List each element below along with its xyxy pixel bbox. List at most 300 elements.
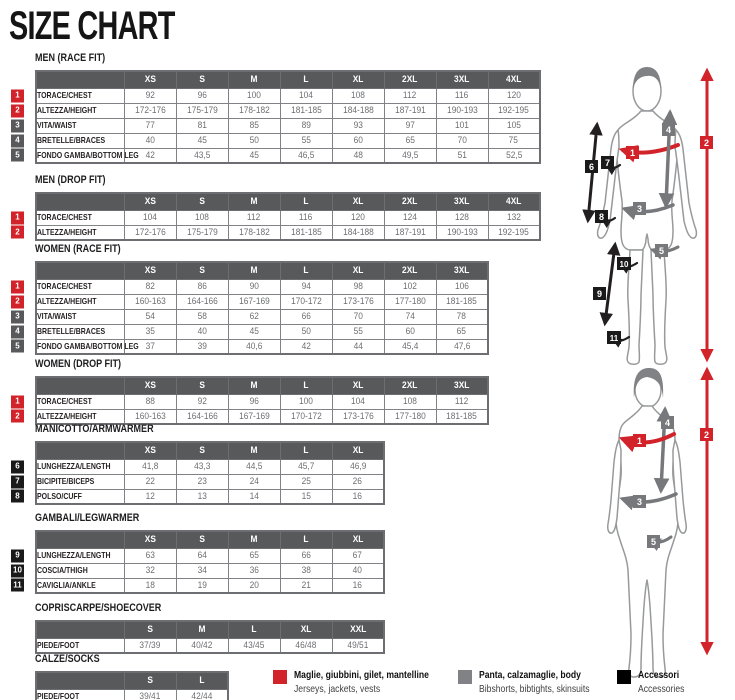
column-header-m: M: [228, 442, 280, 459]
size-value-cell: 32: [124, 563, 176, 578]
svg-text:6: 6: [588, 162, 595, 172]
row-number-badge: 1: [11, 211, 24, 224]
row-label: 11 CAVIGLIA/ANKLE: [36, 578, 124, 593]
size-value-cell: 124: [384, 210, 436, 225]
size-value-cell: 81: [176, 118, 228, 133]
size-value-cell: 170-172: [280, 294, 332, 309]
size-value-cell: 65: [436, 324, 488, 339]
svg-text:4: 4: [665, 125, 672, 135]
row-number-badge: 2: [11, 226, 24, 239]
table-row-vita-waist: [36, 118, 540, 133]
man-figure: [575, 55, 735, 375]
size-value-cell: 177-180: [384, 409, 436, 424]
section-calze-socks: [35, 654, 229, 700]
size-value-cell: 178-182: [228, 103, 280, 118]
legend-item-accessories: [617, 668, 695, 696]
size-value-cell: 13: [176, 489, 228, 504]
size-table-women-drop-fit: [15, 376, 489, 425]
column-header-xl: XL: [332, 71, 384, 88]
size-value-cell: 167-169: [228, 294, 280, 309]
size-value-cell: 36: [228, 563, 280, 578]
label-column-header: [36, 672, 124, 689]
size-value-cell: 187-191: [384, 103, 436, 118]
size-table-calze-socks: [35, 671, 229, 700]
svg-text:2: 2: [703, 430, 710, 440]
legend-swatch: [273, 670, 287, 684]
size-value-cell: 108: [176, 210, 228, 225]
size-value-cell: 178-182: [228, 225, 280, 240]
row-label: 1 TORACE/CHEST: [36, 210, 124, 225]
tables-column: [13, 52, 545, 700]
column-header-l: L: [280, 442, 332, 459]
table-row-bretelle-braces: [36, 324, 488, 339]
column-header-s: S: [176, 193, 228, 210]
section-copriscarpe-shoecover: [35, 603, 385, 654]
size-value-cell: 46,5: [280, 148, 332, 163]
size-value-cell: 100: [228, 88, 280, 103]
size-value-cell: 78: [436, 309, 488, 324]
size-value-cell: 116: [436, 88, 488, 103]
size-value-cell: 37/39: [124, 638, 176, 653]
size-value-cell: 93: [332, 118, 384, 133]
column-header-3xl: 3XL: [436, 193, 488, 210]
column-header-m: M: [228, 262, 280, 279]
size-value-cell: 100: [280, 394, 332, 409]
size-value-cell: 54: [124, 309, 176, 324]
column-header-s: S: [176, 442, 228, 459]
size-value-cell: 15: [280, 489, 332, 504]
size-value-cell: 104: [332, 394, 384, 409]
size-value-cell: 181-185: [280, 103, 332, 118]
size-value-cell: 16: [332, 489, 384, 504]
man-badge-4: [662, 123, 675, 136]
size-value-cell: 101: [436, 118, 488, 133]
size-value-cell: 45: [176, 133, 228, 148]
size-value-cell: 52,5: [488, 148, 540, 163]
label-column-header: [36, 193, 124, 210]
size-value-cell: 181-185: [436, 294, 488, 309]
column-header-2xl: 2XL: [384, 262, 436, 279]
size-table-gambali-legwarmer: [13, 530, 385, 594]
size-value-cell: 41,8: [124, 459, 176, 474]
column-header-s: S: [124, 621, 176, 638]
table-row-torace-chest: [36, 88, 540, 103]
column-header-l: L: [280, 531, 332, 548]
size-value-cell: 20: [228, 578, 280, 593]
svg-text:11: 11: [609, 334, 619, 343]
section-women-race-fit: [15, 243, 489, 355]
man-badge-10: [617, 257, 631, 270]
size-value-cell: 46,9: [332, 459, 384, 474]
svg-text:10: 10: [619, 260, 629, 269]
column-header-xl: XL: [332, 531, 384, 548]
column-header-xs: XS: [124, 262, 176, 279]
size-table-men-race-fit: [15, 70, 541, 164]
section-men-drop-fit: [15, 174, 541, 241]
size-value-cell: 88: [124, 394, 176, 409]
size-value-cell: 60: [332, 133, 384, 148]
column-header-xl: XL: [280, 621, 332, 638]
size-value-cell: 65: [384, 133, 436, 148]
size-value-cell: 55: [332, 324, 384, 339]
legend-label-en: Jerseys, jackets, vests: [294, 683, 381, 695]
size-value-cell: 160-163: [124, 294, 176, 309]
size-value-cell: 49/51: [332, 638, 384, 653]
label-column-header: [36, 621, 124, 638]
size-value-cell: 164-166: [176, 294, 228, 309]
section-title: WOMEN (RACE FIT): [35, 243, 121, 255]
size-value-cell: 116: [280, 210, 332, 225]
row-label: 10 COSCIA/THIGH: [36, 563, 124, 578]
size-value-cell: 66: [280, 548, 332, 563]
svg-text:5: 5: [658, 246, 665, 256]
row-label: 3 VITA/WAIST: [36, 118, 124, 133]
column-header-s: S: [176, 71, 228, 88]
column-header-xl: XL: [332, 442, 384, 459]
svg-text:1: 1: [636, 436, 643, 446]
column-header-s: S: [124, 672, 176, 689]
table-row-coscia-thigh: [36, 563, 384, 578]
label-column-header: [36, 262, 124, 279]
label-column-header: [36, 377, 124, 394]
size-value-cell: 40: [124, 133, 176, 148]
size-value-cell: 43,3: [176, 459, 228, 474]
table-row-piede-foot: [36, 638, 384, 653]
section-manicotto-armwarmer: [15, 423, 385, 505]
label-column-header: [36, 71, 124, 88]
column-header-3xl: 3XL: [436, 71, 488, 88]
size-value-cell: 39: [176, 339, 228, 354]
row-number-badge: 11: [11, 579, 24, 592]
size-value-cell: 39/41: [124, 689, 176, 700]
size-value-cell: 45,7: [280, 459, 332, 474]
size-value-cell: 108: [332, 88, 384, 103]
svg-text:1: 1: [629, 148, 636, 158]
size-value-cell: 181-185: [436, 409, 488, 424]
section-women-drop-fit: [15, 358, 489, 425]
column-header-3xl: 3XL: [436, 377, 488, 394]
column-header-xl: XL: [332, 377, 384, 394]
man-badge-1: [626, 146, 639, 159]
size-value-cell: 184-188: [332, 225, 384, 240]
size-value-cell: 67: [332, 548, 384, 563]
woman-badge-4: [661, 416, 674, 429]
man-badge-11: [607, 331, 621, 344]
size-value-cell: 38: [280, 563, 332, 578]
size-value-cell: 40: [176, 324, 228, 339]
column-header-m: M: [228, 71, 280, 88]
row-number-badge: 5: [11, 340, 24, 353]
size-value-cell: 192-195: [488, 225, 540, 240]
column-header-4xl: 4XL: [488, 193, 540, 210]
row-label: 7 BICIPITE/BICEPS: [36, 474, 124, 489]
size-value-cell: 128: [436, 210, 488, 225]
column-header-s: S: [176, 262, 228, 279]
size-value-cell: 167-169: [228, 409, 280, 424]
size-value-cell: 35: [124, 324, 176, 339]
row-number-badge: 5: [11, 149, 24, 162]
column-header-m: M: [176, 621, 228, 638]
table-row-altezza-height: [36, 294, 488, 309]
size-value-cell: 14: [228, 489, 280, 504]
size-value-cell: 40,6: [228, 339, 280, 354]
size-value-cell: 89: [280, 118, 332, 133]
size-value-cell: 82: [124, 279, 176, 294]
size-value-cell: 47,6: [436, 339, 488, 354]
column-header-m: M: [228, 377, 280, 394]
size-value-cell: 37: [124, 339, 176, 354]
woman-figure: [575, 360, 735, 695]
size-value-cell: 92: [124, 88, 176, 103]
size-value-cell: 92: [176, 394, 228, 409]
row-number-badge: 7: [11, 475, 24, 488]
size-value-cell: 66: [280, 309, 332, 324]
size-value-cell: 105: [488, 118, 540, 133]
size-value-cell: 23: [176, 474, 228, 489]
svg-text:3: 3: [636, 204, 643, 214]
size-value-cell: 45: [228, 324, 280, 339]
man-badge-3: [633, 202, 646, 215]
svg-text:9: 9: [596, 289, 603, 299]
column-header-3xl: 3XL: [436, 262, 488, 279]
size-value-cell: 164-166: [176, 409, 228, 424]
size-value-cell: 62: [228, 309, 280, 324]
table-row-bicipite-biceps: [36, 474, 384, 489]
label-column-header: [36, 531, 124, 548]
column-header-s: S: [176, 531, 228, 548]
woman-badge-5: [647, 535, 660, 548]
size-value-cell: 46/48: [280, 638, 332, 653]
svg-text:7: 7: [604, 158, 611, 168]
section-title: MANICOTTO/ARMWARMER: [35, 423, 154, 435]
size-value-cell: 96: [176, 88, 228, 103]
size-value-cell: 12: [124, 489, 176, 504]
row-number-badge: 4: [11, 134, 24, 147]
svg-text:3: 3: [636, 497, 643, 507]
legend-swatch: [617, 670, 631, 684]
size-value-cell: 106: [436, 279, 488, 294]
size-value-cell: 86: [176, 279, 228, 294]
column-header-2xl: 2XL: [384, 377, 436, 394]
size-value-cell: 96: [228, 394, 280, 409]
man-badge-6: [585, 160, 598, 173]
legend-swatch: [458, 670, 472, 684]
size-table-copriscarpe-shoecover: [35, 620, 385, 654]
table-row-piede-foot: [36, 689, 228, 700]
size-value-cell: 177-180: [384, 294, 436, 309]
table-row-altezza-height: [36, 103, 540, 118]
size-value-cell: 187-191: [384, 225, 436, 240]
column-header-2xl: 2XL: [384, 193, 436, 210]
size-value-cell: 26: [332, 474, 384, 489]
size-value-cell: 112: [384, 88, 436, 103]
size-value-cell: 173-176: [332, 409, 384, 424]
legend-label-en: Bibshorts, bibtights, skinsuits: [479, 683, 590, 695]
size-value-cell: 50: [280, 324, 332, 339]
table-row-altezza-height: [36, 225, 540, 240]
row-number-badge: 4: [11, 325, 24, 338]
section-men-race-fit: [15, 52, 541, 164]
size-value-cell: 192-195: [488, 103, 540, 118]
column-header-xl: XL: [332, 262, 384, 279]
table-row-lunghezza-length: [36, 459, 384, 474]
size-value-cell: 70: [332, 309, 384, 324]
size-value-cell: 44: [332, 339, 384, 354]
table-row-vita-waist: [36, 309, 488, 324]
table-row-torace-chest: [36, 210, 540, 225]
row-label: 6 LUNGHEZZA/LENGTH: [36, 459, 124, 474]
section-title: CALZE/SOCKS: [35, 653, 100, 665]
legend-item-bibshorts-bibtights-skinsuits: [458, 668, 614, 696]
column-header-m: M: [228, 531, 280, 548]
svg-text:8: 8: [598, 212, 605, 222]
man-right-leg: [651, 250, 667, 364]
row-label: PIEDE/FOOT: [36, 638, 124, 653]
size-value-cell: 170-172: [280, 409, 332, 424]
row-label: 1 TORACE/CHEST: [36, 394, 124, 409]
column-header-l: L: [280, 193, 332, 210]
section-title: WOMEN (DROP FIT): [35, 358, 122, 370]
man-leglength-arrow: [605, 245, 615, 323]
size-value-cell: 45: [228, 148, 280, 163]
column-header-l: L: [280, 377, 332, 394]
man-badge-2: [700, 136, 713, 149]
row-number-badge: 2: [11, 104, 24, 117]
size-value-cell: 42: [124, 148, 176, 163]
size-value-cell: 43/45: [228, 638, 280, 653]
row-number-badge: 10: [11, 564, 24, 577]
size-value-cell: 94: [280, 279, 332, 294]
size-value-cell: 21: [280, 578, 332, 593]
size-value-cell: 48: [332, 148, 384, 163]
label-column-header: [36, 442, 124, 459]
table-row-torace-chest: [36, 279, 488, 294]
woman-badge-1: [633, 434, 646, 447]
svg-text:4: 4: [664, 418, 671, 428]
row-label: 2 ALTEZZA/HEIGHT: [36, 103, 124, 118]
woman-badge-2: [700, 428, 713, 441]
size-value-cell: 75: [488, 133, 540, 148]
size-table-manicotto-armwarmer: [15, 441, 385, 505]
size-value-cell: 172-176: [124, 225, 176, 240]
column-header-2xl: 2XL: [384, 71, 436, 88]
section-title: GAMBALI/LEGWARMER: [35, 512, 140, 524]
column-header-m: M: [228, 193, 280, 210]
size-value-cell: 45,4: [384, 339, 436, 354]
size-value-cell: 55: [280, 133, 332, 148]
size-value-cell: 104: [280, 88, 332, 103]
column-header-l: L: [280, 71, 332, 88]
row-label: 5 FONDO GAMBA/BOTTOM LEG: [36, 339, 124, 354]
figures-column: [575, 0, 735, 700]
row-label: 4 BRETELLE/BRACES: [36, 133, 124, 148]
column-header-xs: XS: [124, 531, 176, 548]
row-label: 2 ALTEZZA/HEIGHT: [36, 225, 124, 240]
size-value-cell: 112: [436, 394, 488, 409]
row-label: 5 FONDO GAMBA/BOTTOM LEG: [36, 148, 124, 163]
size-value-cell: 190-193: [436, 225, 488, 240]
size-value-cell: 60: [384, 324, 436, 339]
column-header-xxl: XXL: [332, 621, 384, 638]
table-row-torace-chest: [36, 394, 488, 409]
row-label: 3 VITA/WAIST: [36, 309, 124, 324]
size-value-cell: 85: [228, 118, 280, 133]
size-value-cell: 120: [332, 210, 384, 225]
column-header-xs: XS: [124, 442, 176, 459]
row-label: 2 ALTEZZA/HEIGHT: [36, 409, 124, 424]
size-value-cell: 175-179: [176, 225, 228, 240]
row-label: 1 TORACE/CHEST: [36, 88, 124, 103]
size-value-cell: 190-193: [436, 103, 488, 118]
column-header-xl: XL: [332, 193, 384, 210]
size-value-cell: 65: [228, 548, 280, 563]
size-value-cell: 24: [228, 474, 280, 489]
row-number-badge: 6: [11, 460, 24, 473]
row-number-badge: 2: [11, 295, 24, 308]
size-value-cell: 19: [176, 578, 228, 593]
size-value-cell: 132: [488, 210, 540, 225]
row-label: 4 BRETELLE/BRACES: [36, 324, 124, 339]
row-label: PIEDE/FOOT: [36, 689, 124, 700]
size-value-cell: 40/42: [176, 638, 228, 653]
size-value-cell: 74: [384, 309, 436, 324]
row-number-badge: 2: [11, 410, 24, 423]
row-number-badge: 3: [11, 310, 24, 323]
size-value-cell: 184-188: [332, 103, 384, 118]
table-row-fondo-gamba-bottom-leg: [36, 339, 488, 354]
size-value-cell: 173-176: [332, 294, 384, 309]
size-value-cell: 18: [124, 578, 176, 593]
man-badge-8: [595, 210, 608, 223]
row-number-badge: 1: [11, 280, 24, 293]
size-value-cell: 25: [280, 474, 332, 489]
column-header-s: S: [176, 377, 228, 394]
size-value-cell: 40: [332, 563, 384, 578]
row-label: 9 LUNGHEZZA/LENGTH: [36, 548, 124, 563]
size-value-cell: 44,5: [228, 459, 280, 474]
legend-label-en: Accessories: [638, 683, 685, 695]
column-header-l: L: [228, 621, 280, 638]
column-header-xs: XS: [124, 377, 176, 394]
table-row-fondo-gamba-bottom-leg: [36, 148, 540, 163]
svg-text:2: 2: [703, 138, 710, 148]
size-value-cell: 175-179: [176, 103, 228, 118]
column-header-l: L: [176, 672, 228, 689]
woman-badge-3: [633, 495, 646, 508]
column-header-l: L: [280, 262, 332, 279]
table-row-caviglia-ankle: [36, 578, 384, 593]
size-value-cell: 70: [436, 133, 488, 148]
size-value-cell: 102: [384, 279, 436, 294]
size-value-cell: 90: [228, 279, 280, 294]
size-value-cell: 108: [384, 394, 436, 409]
size-value-cell: 43,5: [176, 148, 228, 163]
size-value-cell: 51: [436, 148, 488, 163]
row-number-badge: 9: [11, 549, 24, 562]
legend-label-it: Maglie, giubbini, gilet, mantelline: [294, 669, 429, 681]
man-badge-7: [601, 156, 614, 169]
column-header-xs: XS: [124, 193, 176, 210]
section-title: MEN (DROP FIT): [35, 174, 106, 186]
row-number-badge: 1: [11, 89, 24, 102]
table-row-altezza-height: [36, 409, 488, 424]
size-value-cell: 49,5: [384, 148, 436, 163]
size-value-cell: 63: [124, 548, 176, 563]
size-value-cell: 120: [488, 88, 540, 103]
row-number-badge: 8: [11, 490, 24, 503]
table-row-bretelle-braces: [36, 133, 540, 148]
svg-text:5: 5: [650, 537, 657, 547]
